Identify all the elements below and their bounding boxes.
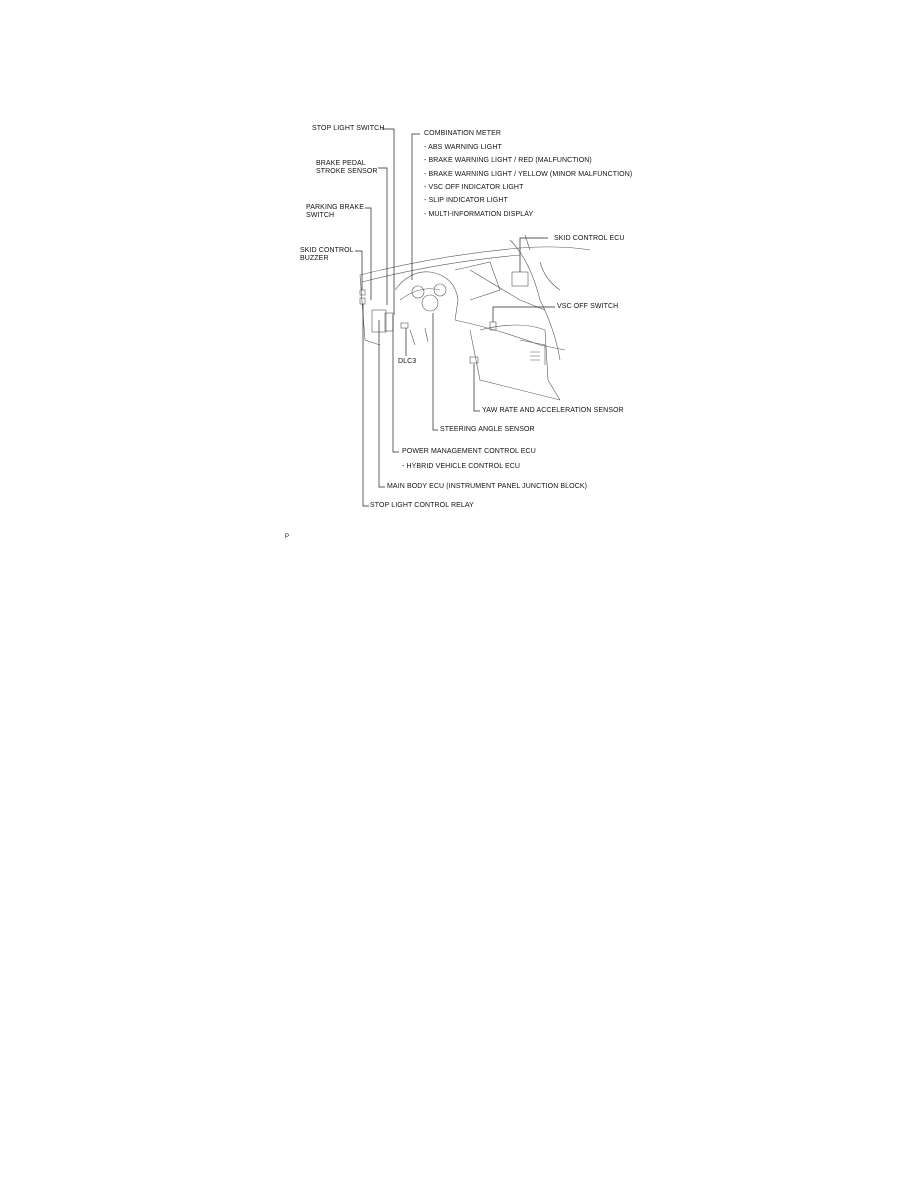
- label-power-management-ecu: POWER MANAGEMENT CONTROL ECU: [402, 448, 536, 455]
- meter-item: - ABS WARNING LIGHT: [424, 144, 502, 151]
- label-skid-buzzer-line1: SKID CONTROL: [300, 247, 354, 254]
- label-hybrid-vehicle-ecu: - HYBRID VEHICLE CONTROL ECU: [402, 463, 521, 470]
- meter-item: - BRAKE WARNING LIGHT / YELLOW (MINOR MALFUNCTION): [424, 171, 633, 178]
- label-stop-light-control-relay: STOP LIGHT CONTROL RELAY: [370, 502, 474, 509]
- label-parking-brake-line1: PARKING BRAKE: [306, 204, 364, 211]
- label-dlc3: DLC3: [398, 358, 417, 365]
- label-steering-angle-sensor: STEERING ANGLE SENSOR: [440, 426, 535, 433]
- dashboard-sketch: [360, 235, 590, 400]
- meter-item: - BRAKE WARNING LIGHT / RED (MALFUNCTION): [424, 157, 592, 164]
- label-skid-control-ecu: SKID CONTROL ECU: [554, 235, 625, 242]
- label-stop-light-switch: STOP LIGHT SWITCH: [312, 125, 385, 132]
- label-brake-pedal-line2: STROKE SENSOR: [316, 168, 378, 175]
- label-vsc-off-switch: VSC OFF SWITCH: [557, 303, 619, 310]
- label-main-body-ecu: MAIN BODY ECU (INSTRUMENT PANEL JUNCTION BLOCK): [387, 483, 588, 490]
- meter-item: - SLIP INDICATOR LIGHT: [424, 197, 508, 204]
- label-yaw-rate-sensor: YAW RATE AND ACCELERATION SENSOR: [482, 407, 624, 414]
- label-skid-buzzer-line2: BUZZER: [300, 255, 329, 262]
- label-combination-meter: COMBINATION METER: [424, 130, 502, 137]
- label-brake-pedal-line1: BRAKE PEDAL: [316, 160, 366, 167]
- meter-item: - MULTI-INFORMATION DISPLAY: [424, 211, 534, 218]
- footer-mark: P: [285, 534, 290, 540]
- meter-item: - VSC OFF INDICATOR LIGHT: [424, 184, 524, 191]
- label-parking-brake-line2: SWITCH: [306, 212, 335, 219]
